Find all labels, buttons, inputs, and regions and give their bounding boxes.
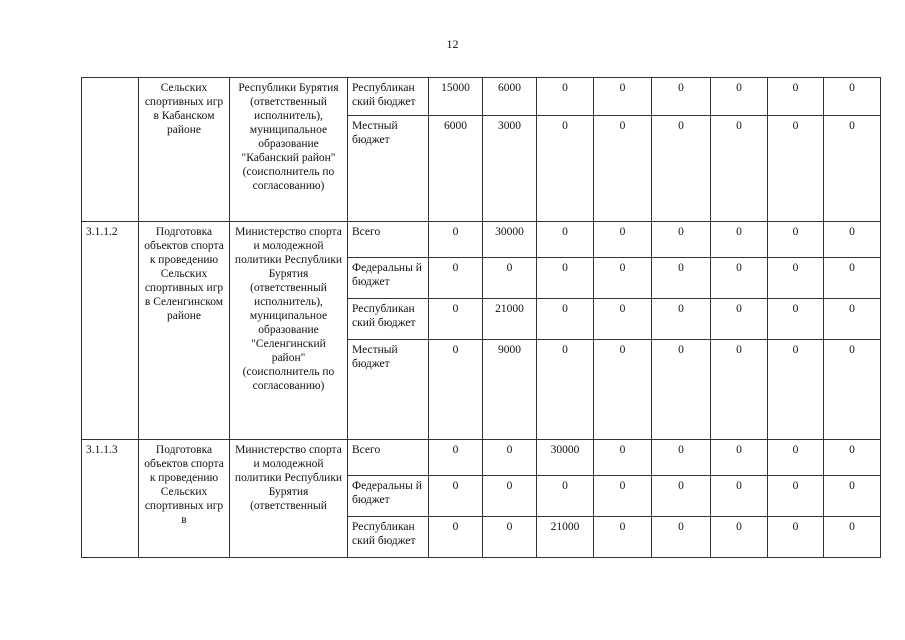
amount-cell: 0 [594, 440, 652, 476]
amount-cell: 0 [429, 517, 483, 558]
funding-source-cell: Республикан ский бюджет [348, 517, 429, 558]
amount-cell: 0 [711, 299, 768, 340]
amount-cell: 0 [652, 517, 711, 558]
amount-cell: 0 [768, 476, 824, 517]
amount-cell: 15000 [429, 78, 483, 116]
funding-source-cell: Федеральны й бюджет [348, 258, 429, 299]
amount-cell: 0 [537, 340, 594, 440]
amount-cell: 0 [537, 222, 594, 258]
amount-cell: 0 [824, 116, 881, 222]
amount-cell: 0 [594, 116, 652, 222]
amount-cell: 21000 [483, 299, 537, 340]
amount-cell: 0 [483, 440, 537, 476]
funding-source-cell: Всего [348, 222, 429, 258]
amount-cell: 0 [711, 517, 768, 558]
table-row [82, 78, 881, 116]
budget-table [81, 77, 881, 558]
amount-cell: 0 [594, 517, 652, 558]
amount-cell: 0 [594, 340, 652, 440]
amount-cell: 0 [824, 517, 881, 558]
amount-cell: 0 [824, 440, 881, 476]
table-row [82, 440, 881, 476]
amount-cell: 6000 [429, 116, 483, 222]
amount-cell: 0 [652, 299, 711, 340]
amount-cell: 0 [768, 258, 824, 299]
amount-cell: 0 [652, 476, 711, 517]
funding-source-cell: Республикан ский бюджет [348, 299, 429, 340]
amount-cell: 0 [594, 299, 652, 340]
amount-cell: 0 [652, 222, 711, 258]
table-row [82, 222, 881, 258]
executor-cell: Министерство спорта и молодежной политики Республики Бурятия (ответственный исполнитель), муниципальное образование "Селенгинский район" (соисполнитель по согласованию) [230, 222, 348, 440]
amount-cell: 9000 [483, 340, 537, 440]
amount-cell: 0 [537, 299, 594, 340]
executor-cell: Министерство спорта и молодежной политики Республики Бурятия (ответственный [230, 440, 348, 558]
amount-cell: 0 [711, 78, 768, 116]
funding-source-cell: Федеральны й бюджет [348, 476, 429, 517]
amount-cell: 30000 [537, 440, 594, 476]
amount-cell: 0 [429, 340, 483, 440]
amount-cell: 0 [711, 116, 768, 222]
funding-source-cell: Местный бюджет [348, 116, 429, 222]
event-code-cell [82, 78, 139, 222]
funding-source-cell: Республикан ский бюджет [348, 78, 429, 116]
amount-cell: 0 [594, 476, 652, 517]
amount-cell: 0 [824, 340, 881, 440]
amount-cell: 0 [537, 78, 594, 116]
amount-cell: 0 [711, 340, 768, 440]
amount-cell: 0 [652, 440, 711, 476]
amount-cell: 3000 [483, 116, 537, 222]
amount-cell: 0 [483, 517, 537, 558]
amount-cell: 0 [652, 78, 711, 116]
amount-cell: 0 [429, 258, 483, 299]
funding-source-cell: Всего [348, 440, 429, 476]
amount-cell: 0 [652, 116, 711, 222]
amount-cell: 21000 [537, 517, 594, 558]
event-name-cell: Подготовка объектов спорта к проведению Сельских спортивных игр в Селенгинском районе [139, 222, 230, 440]
amount-cell: 0 [483, 258, 537, 299]
amount-cell: 0 [824, 78, 881, 116]
amount-cell: 0 [429, 222, 483, 258]
amount-cell: 0 [652, 258, 711, 299]
amount-cell: 0 [429, 299, 483, 340]
event-code-cell: 3.1.1.2 [82, 222, 139, 440]
amount-cell: 0 [429, 440, 483, 476]
amount-cell: 0 [594, 222, 652, 258]
amount-cell: 0 [594, 258, 652, 299]
amount-cell: 0 [429, 476, 483, 517]
event-code-cell: 3.1.1.3 [82, 440, 139, 558]
amount-cell: 0 [768, 116, 824, 222]
amount-cell: 0 [824, 476, 881, 517]
amount-cell: 0 [768, 78, 824, 116]
amount-cell: 0 [652, 340, 711, 440]
executor-cell: Республики Бурятия (ответственный исполнитель), муниципальное образование "Кабанский район" (соисполнитель по согласованию) [230, 78, 348, 222]
amount-cell: 0 [824, 299, 881, 340]
page-number: 12 [446, 37, 459, 51]
amount-cell: 0 [711, 222, 768, 258]
event-name-cell: Сельских спортивных игр в Кабанском районе [139, 78, 230, 222]
amount-cell: 6000 [483, 78, 537, 116]
amount-cell: 0 [768, 517, 824, 558]
amount-cell: 0 [483, 476, 537, 517]
funding-source-cell: Местный бюджет [348, 340, 429, 440]
amount-cell: 0 [768, 340, 824, 440]
amount-cell: 0 [768, 222, 824, 258]
amount-cell: 0 [824, 258, 881, 299]
amount-cell: 0 [711, 476, 768, 517]
amount-cell: 30000 [483, 222, 537, 258]
amount-cell: 0 [768, 299, 824, 340]
event-name-cell: Подготовка объектов спорта к проведению Сельских спортивных игр в [139, 440, 230, 558]
amount-cell: 0 [594, 78, 652, 116]
amount-cell: 0 [711, 440, 768, 476]
amount-cell: 0 [711, 258, 768, 299]
amount-cell: 0 [824, 222, 881, 258]
amount-cell: 0 [537, 116, 594, 222]
amount-cell: 0 [537, 476, 594, 517]
amount-cell: 0 [768, 440, 824, 476]
amount-cell: 0 [537, 258, 594, 299]
